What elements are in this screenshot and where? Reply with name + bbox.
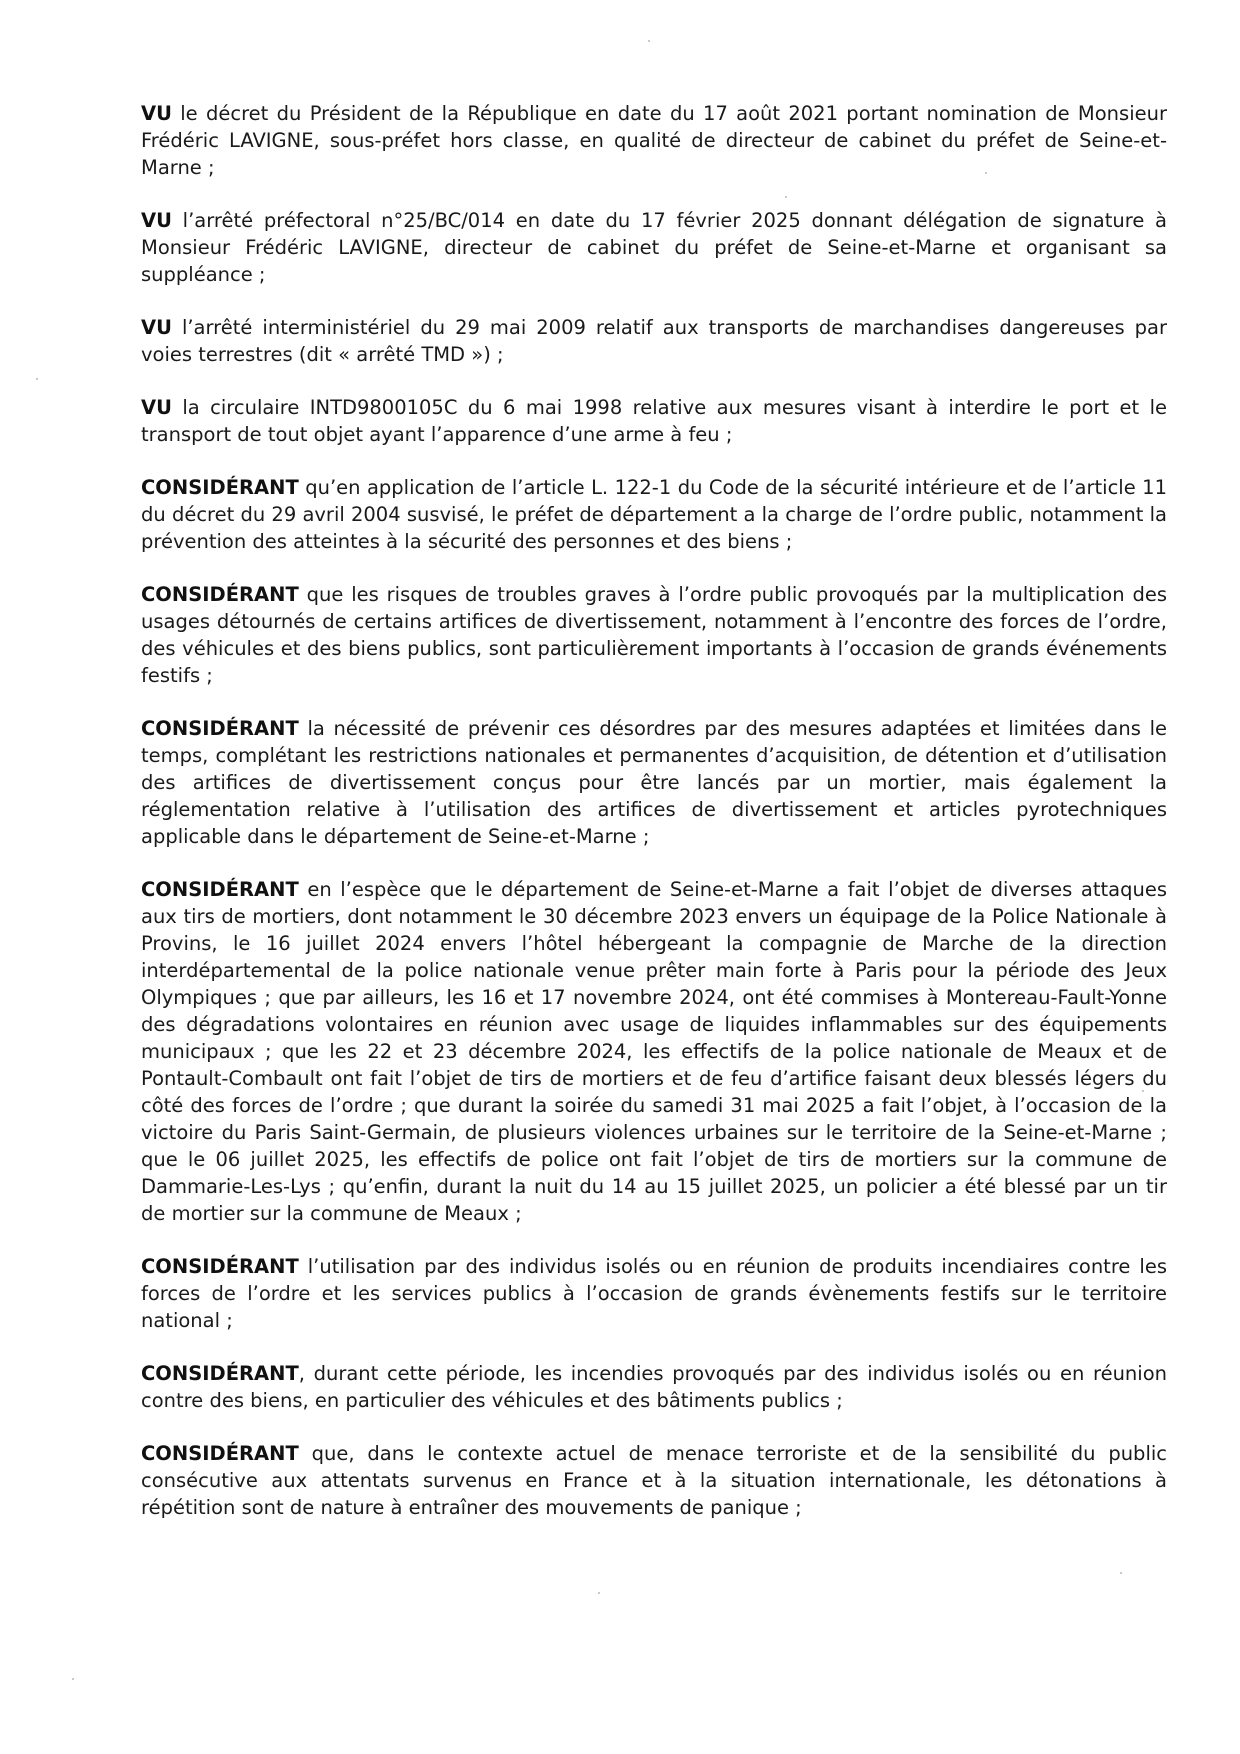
paragraph-keyword: CONSIDÉRANT <box>141 1442 299 1465</box>
document-body <box>141 100 1167 1547</box>
paragraph-keyword: CONSIDÉRANT <box>141 878 299 901</box>
paragraph-considerant-ordre-public <box>141 474 1167 555</box>
paragraph-considerant-risques-troubles <box>141 581 1167 689</box>
scan-speck <box>1120 1572 1122 1574</box>
paragraph-keyword: VU <box>141 396 172 419</box>
paragraph-considerant-attaques-mortiers <box>141 876 1167 1227</box>
paragraph-vu-arrete-delegation <box>141 207 1167 288</box>
paragraph-text: l’utilisation par des individus isolés ou en réunion de produits incendiaires contre les forces de l’ordre et les services publics à l’occasion de grands évènements festifs sur le territoire national ; <box>141 1255 1167 1332</box>
paragraph-considerant-incendies <box>141 1360 1167 1414</box>
paragraph-text: , durant cette période, les incendies provoqués par des individus isolés ou en réunion contre des biens, en particulier des véhicules et des bâtiments publics ; <box>141 1362 1167 1412</box>
paragraph-vu-circulaire <box>141 394 1167 448</box>
paragraph-keyword: CONSIDÉRANT <box>141 1362 299 1385</box>
paragraph-keyword: VU <box>141 209 172 232</box>
scan-speck <box>72 1678 74 1680</box>
paragraph-text: le décret du Président de la République en date du 17 août 2021 portant nomination de Monsieur Frédéric LAVIGNE, sous-préfet hors classe, en qualité de directeur de cabinet du préfet de Seine-et-Marne ; <box>141 102 1167 179</box>
paragraph-keyword: CONSIDÉRANT <box>141 717 299 740</box>
paragraph-keyword: CONSIDÉRANT <box>141 583 299 606</box>
paragraph-text: l’arrêté préfectoral n°25/BC/014 en date du 17 février 2025 donnant délégation de signature à Monsieur Frédéric LAVIGNE, directeur de cabinet du préfet de Seine-et-Marne et organisant sa suppléance ; <box>141 209 1167 286</box>
paragraph-keyword: CONSIDÉRANT <box>141 476 299 499</box>
scan-speck <box>36 378 38 380</box>
paragraph-text: que les risques de troubles graves à l’ordre public provoqués par la multiplication des usages détournés de certains artifices de divertissement, notamment à l’encontre des forces de l’ordre, des véhicules et des biens publics, sont particulièrement importants à l’occasion de grands événements festifs ; <box>141 583 1167 687</box>
paragraph-keyword: VU <box>141 316 172 339</box>
paragraph-text: la circulaire INTD9800105C du 6 mai 1998 relative aux mesures visant à interdire le port et le transport de tout objet ayant l’apparence d’une arme à feu ; <box>141 396 1167 446</box>
paragraph-considerant-menace-terroriste <box>141 1440 1167 1521</box>
paragraph-considerant-produits-incendiaires <box>141 1253 1167 1334</box>
paragraph-considerant-prevention <box>141 715 1167 850</box>
paragraph-text: l’arrêté interministériel du 29 mai 2009 relatif aux transports de marchandises dangereuses par voies terrestres (dit « arrêté TMD ») ; <box>141 316 1167 366</box>
scan-speck <box>648 40 650 42</box>
paragraph-text: en l’espèce que le département de Seine-et-Marne a fait l’objet de diverses attaques aux tirs de mortiers, dont notamment le 30 décembre 2023 envers un équipage de la Police Nationale à Provins, le 16 juillet 2024 envers l’hôtel hébergeant la compagnie de Marche de la direction interdépartemental de la police nationale venue prêter main forte à Paris pour la période des Jeux Olympiques ; que par ailleurs, les 16 et 17 novembre 2024, ont été commises à Montereau-Fault-Yonne des dégradations volontaires en réunion avec usage de liquides inflammables sur des équipements municipaux ; que les 22 et 23 décembre 2024, les effectifs de la police nationale de Meaux et de Pontault-Combault ont fait l’objet de tirs de mortiers et de feu d’artifice faisant deux blessés légers du côté des forces de l’ordre ; que durant la soirée du samedi 31 mai 2025 a fait l’objet, à l’occasion de la victoire du Paris Saint-Germain, de plusieurs violences urbaines sur le territoire de la Seine-et-Marne ; que le 06 juillet 2025, les effectifs de police ont fait l’objet de tirs de mortiers sur la commune de Dammarie-Les-Lys ; qu’enfin, durant la nuit du 14 au 15 juillet 2025, un policier a été blessé par un tir de mortier sur la commune de Meaux ; <box>141 878 1167 1225</box>
scan-speck <box>598 1592 600 1594</box>
paragraph-vu-decret-nomination <box>141 100 1167 181</box>
paragraph-text: qu’en application de l’article L. 122-1 du Code de la sécurité intérieure et de l’article 11 du décret du 29 avril 2004 susvisé, le préfet de département a la charge de l’ordre public, notamment la prévention des atteintes à la sécurité des personnes et des biens ; <box>141 476 1167 553</box>
paragraph-text: que, dans le contexte actuel de menace terroriste et de la sensibilité du public consécutive aux attentats survenus en France et à la situation internationale, les détonations à répétition sont de nature à entraîner des mouvements de panique ; <box>141 1442 1167 1519</box>
paragraph-keyword: VU <box>141 102 172 125</box>
paragraph-text: la nécessité de prévenir ces désordres par des mesures adaptées et limitées dans le temps, complétant les restrictions nationales et permanentes d’acquisition, de détention et d’utilisation des artifices de divertissement conçus pour être lancés par un mortier, mais également la réglementation relative à l’utilisation des artifices de divertissement et articles pyrotechniques applicable dans le département de Seine-et-Marne ; <box>141 717 1167 848</box>
paragraph-vu-arrete-tmd <box>141 314 1167 368</box>
paragraph-keyword: CONSIDÉRANT <box>141 1255 299 1278</box>
